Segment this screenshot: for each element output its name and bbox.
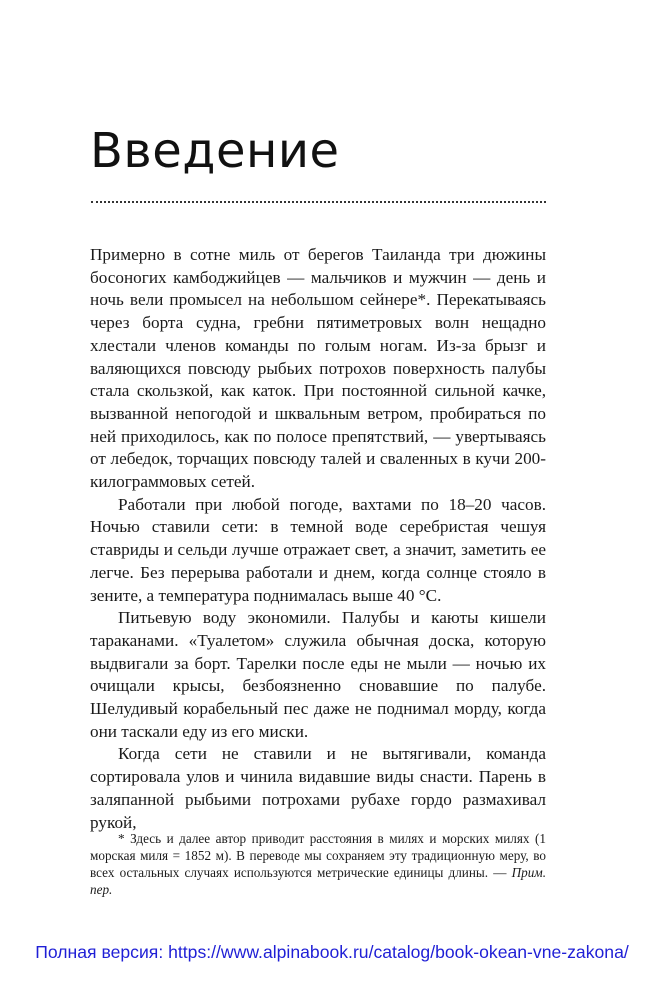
paragraph-4: Когда сети не ставили и не вытягивали, команда сортировала улов и чинила видавшие виды снасти. Парень в заляпанной рыбьими потрохами рубахе гордо размахивал рукой, [90, 744, 546, 832]
title-divider [91, 201, 546, 203]
footnote-paragraph [90, 830, 546, 898]
footnote-note: Прим. пер. [90, 865, 547, 897]
paragraph-1: Примерно в сотне миль от берегов Таиланда три дюжины босоногих камбоджийцев — мальчиков и мужчин — день и ночь вели промысел на небольшом сейнере*. Перекатываясь через борта судна, гребни пятиметровых волн нещадно хлестали членов команды по голым ногам. Из-за брызг и валяющихся повсюду рыбьих потрохов поверхность палубы стала скользкой, как каток. При постоянной сильной качке, вызванной непогодой и шквальным ветром, пробираться по ней приходилось, как по полосе препятствий, — увертываясь от лебедок, торчащих повсюду талей и сваленных в кучи 200-килограммовых сетей. [90, 245, 546, 492]
chapter-title: Введение [90, 123, 340, 179]
paragraph-3: Питьевую воду экономили. Палубы и каюты кишели тараканами. «Туалетом» служила обычная доска, которую выдвигали за борт. Тарелки после еды не мыли — ночью их очищали крысы, безбоязненно сновавшие по палубе. Шелудивый корабельный пес даже не поднимал морду, когда они таскали еду из его миски. [90, 608, 546, 741]
paragraph-2: Работали при любой погоде, вахтами по 18–20 часов. Ночью ставили сети: в темной воде серебристая чешуя ставриды и сельди лучше отражает свет, а значит, заметить ее легче. Без перерыва работали и днем, когда солнце стояло в зените, а температура поднималась выше 40 °C. [90, 494, 546, 605]
full-version-link[interactable]: Полная версия: https://www.alpinabook.ru/catalog/book-okean-vne-zakona/ [35, 942, 629, 962]
chapter-body [90, 244, 546, 834]
footnote [90, 830, 546, 898]
footnote-text: * Здесь и далее автор приводит расстояния в милях и морских милях (1 морская миля = 1852 м). В переводе мы сохраняем эту традиционную меру, во всех остальных случаях используются метрические единицы длины. — [90, 831, 546, 880]
